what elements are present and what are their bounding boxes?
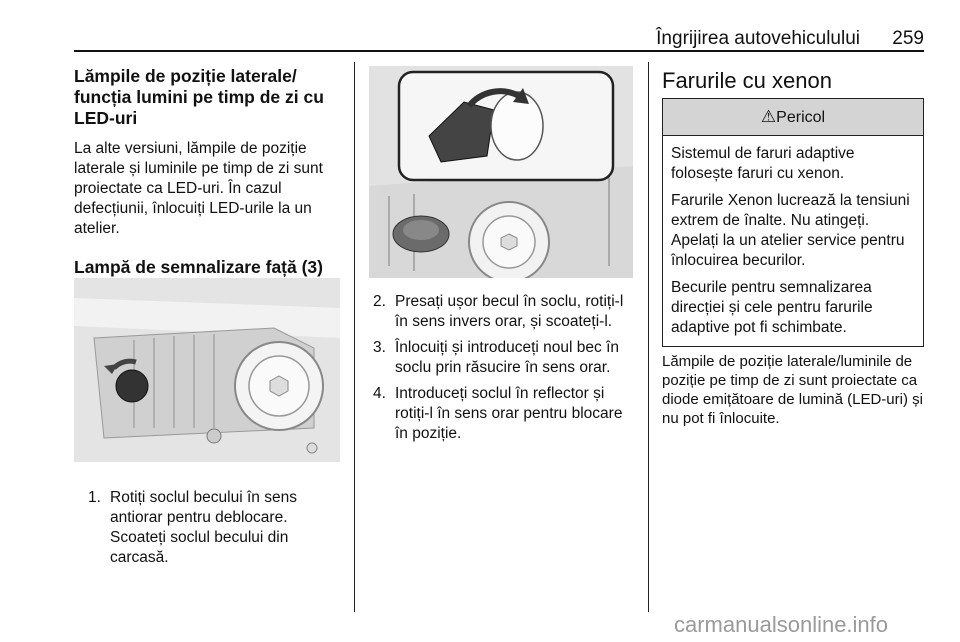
danger-paragraph: Farurile Xenon lucrează la tensiuni extrem de înalte. Nu atingeți. Apelați la un atelier service pentru înlocuirea becurilor. [671, 192, 910, 269]
led-paragraph: La alte versiuni, lămpile de poziție laterale și luminile pe timp de zi sunt proiectate ca LED-uri. În cazul defecțiunii, înlocuiți LED-urile la un atelier. [74, 140, 323, 237]
danger-header [663, 99, 923, 136]
page-header [74, 28, 924, 52]
running-title: Îngrijirea autovehiculului [656, 28, 860, 49]
step-item [373, 292, 637, 332]
step-number: 3. [373, 339, 386, 356]
headlamp-illustration-2 [369, 66, 633, 278]
step-number: 2. [373, 293, 386, 310]
step-text: Rotiți soclul becului în sens antiorar pentru deblocare. Scoateți soclul becului din carcasă. [110, 489, 297, 566]
page-number: 259 [892, 28, 924, 49]
warning-triangle-icon: ⚠ [760, 107, 777, 126]
danger-paragraph: Sistemul de faruri adaptive folosește faruri cu xenon. [671, 145, 855, 182]
steps-list-1 [88, 488, 338, 574]
danger-body [663, 136, 923, 346]
steps-list-2 [373, 292, 637, 450]
column-3 [662, 68, 924, 94]
figure-bulb-removal [369, 66, 633, 278]
xenon-led-paragraph: Lămpile de poziție laterale/luminile de poziție pe timp de zi sunt proiectate ca diode emițătoare de lumină (LED-uri) și nu pot fi înlocuite. [662, 353, 923, 427]
column-divider-2 [648, 62, 649, 612]
step-item [88, 488, 338, 568]
section-heading-front-turn: Lampă de semnalizare față (3) [74, 257, 323, 277]
section-heading-xenon: Farurile cu xenon [662, 68, 832, 93]
step-number: 1. [88, 489, 101, 506]
step-text: Presați ușor becul în soclu, rotiți-l în sens invers orar, și scoateți-l. [395, 293, 624, 330]
headlamp-illustration-1 [74, 278, 340, 462]
step-item [373, 384, 637, 444]
watermark: carmanualsonline.info [674, 612, 889, 637]
header-rule [74, 50, 924, 52]
section-heading-led: Lămpile de poziție laterale/ funcția lumini pe timp de zi cu LED-uri [74, 66, 324, 128]
step-text: Introduceți soclul în reflector și rotiți-l în sens orar pentru blocare în poziție. [395, 385, 623, 442]
danger-box [662, 98, 924, 347]
column-1 [74, 66, 344, 278]
step-number: 4. [373, 385, 386, 402]
figure-front-turn-signal [74, 278, 340, 462]
column-divider-1 [354, 62, 355, 612]
danger-paragraph: Becurile pentru semnalizarea direcției și cele pentru farurile adaptive pot fi schimbate. [671, 279, 873, 336]
step-text: Înlocuiți și introduceți noul bec în soclu prin răsucire în sens orar. [395, 339, 620, 376]
step-item [373, 338, 637, 378]
danger-label: Pericol [776, 109, 826, 126]
